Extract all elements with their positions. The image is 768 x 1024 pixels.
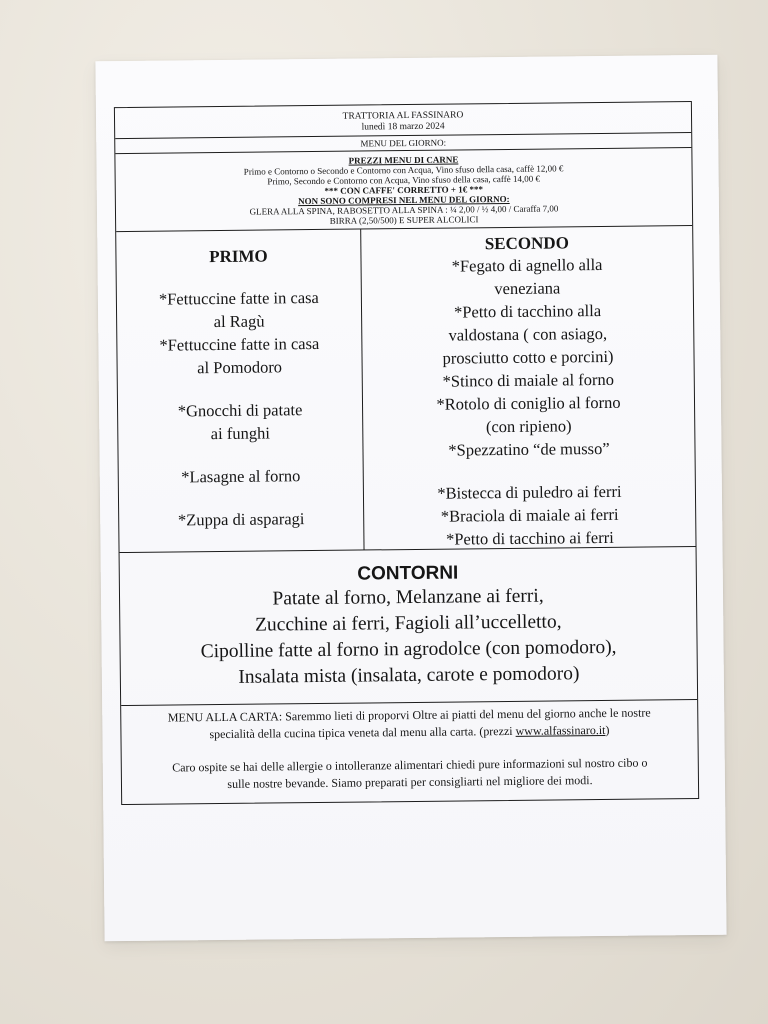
wine-prices: GLERA ALLA SPINA, RABOSETTO ALLA SPINA : ¼ 2,00 / ½ 4,00 / Caraffa 7,00 bbox=[249, 203, 559, 217]
primo-heading: PRIMO bbox=[209, 246, 268, 267]
price-line-2: Primo, Secondo e Contorno con Acqua, Vino sfuso della casa, caffè 14,00 € bbox=[267, 173, 540, 187]
primo-column bbox=[116, 230, 364, 553]
primo-item: *Gnocchi di patate ai funghi bbox=[177, 400, 303, 444]
secondo-item: *Petto di tacchino ai ferri bbox=[445, 527, 614, 549]
secondo-item: *Braciola di maiale ai ferri bbox=[440, 504, 619, 526]
allergy-note: Caro ospite se hai delle allergie o intolleranze alimentari chiedi pure informazioni sul nostro cibo o sulle nostre bevande. Siamo preparati per consigliarti nel migliore dei modi. bbox=[172, 755, 648, 791]
contorni-line: Insalata mista (insalata, carote e pomodoro) bbox=[238, 663, 580, 688]
primo-item: *Fettuccine fatte in casa al Ragù bbox=[158, 287, 319, 332]
secondo-column bbox=[361, 226, 695, 549]
contorni-heading: CONTORNI bbox=[357, 562, 459, 585]
primo-item: *Fettuccine fatte in casa al Pomodoro bbox=[159, 333, 320, 378]
menu-carta-note: MENU ALLA CARTA: Saremmo lieti di proporvi Oltre ai piatti del menu del giorno anche le nostre specialità della cucina tipica veneta dal menu alla carta. (prezzi www.alfassinaro.it) bbox=[167, 705, 651, 742]
primo-item: *Lasagne al forno bbox=[181, 466, 301, 487]
footer-notes bbox=[121, 698, 698, 794]
contorni-section bbox=[120, 546, 698, 702]
contorni-line: Zucchine ai ferri, Fagioli all’uccelletto, bbox=[254, 611, 562, 636]
secondo-item: *Rotolo di coniglio al forno (con ripieno) bbox=[436, 392, 621, 437]
menu-title: MENU DEL GIORNO: bbox=[360, 137, 447, 149]
menu-sheet bbox=[95, 55, 726, 941]
website-link[interactable]: www.alfassinaro.it bbox=[515, 722, 606, 738]
contorni-line: Cipolline fatte al forno in agrodolce (con pomodoro), bbox=[200, 636, 617, 663]
prices-title: PREZZI MENU DI CARNE bbox=[348, 154, 459, 166]
secondo-heading: SECONDO bbox=[484, 233, 569, 254]
secondo-item: *Bistecca di puledro ai ferri bbox=[437, 481, 622, 503]
primo-item: *Zuppa di asparagi bbox=[177, 509, 305, 530]
price-line-1: Primo e Contorno o Secondo e Contorno con Acqua, Vino sfuso della casa, caffè 12,00 € bbox=[243, 163, 564, 177]
secondo-item: *Fegato di agnello alla veneziana bbox=[451, 254, 603, 299]
beer-prices: BIRRA (2,50/500) E SUPER ALCOLICI bbox=[329, 214, 479, 226]
contorni-line: Patate al forno, Melanzane ai ferri, bbox=[272, 585, 544, 610]
secondo-item: *Petto di tacchino alla valdostana ( con asiago, prosciutto cotto e porcini) bbox=[442, 300, 614, 368]
restaurant-name: TRATTORIA AL FASSINARO bbox=[342, 110, 464, 122]
not-included-title: NON SONO COMPRESI NEL MENU DEL GIORNO: bbox=[298, 193, 510, 207]
corretto-line: *** CON CAFFE' CORRETTO + 1€ *** bbox=[324, 184, 484, 196]
secondo-item: *Stinco di maiale al forno bbox=[442, 369, 615, 391]
secondo-item: *Spezzatino “de musso” bbox=[448, 438, 610, 460]
menu-carta-label: MENU ALLA CARTA bbox=[167, 709, 279, 725]
menu-date: lunedì 18 marzo 2024 bbox=[361, 121, 445, 133]
menu-frame bbox=[114, 101, 699, 805]
